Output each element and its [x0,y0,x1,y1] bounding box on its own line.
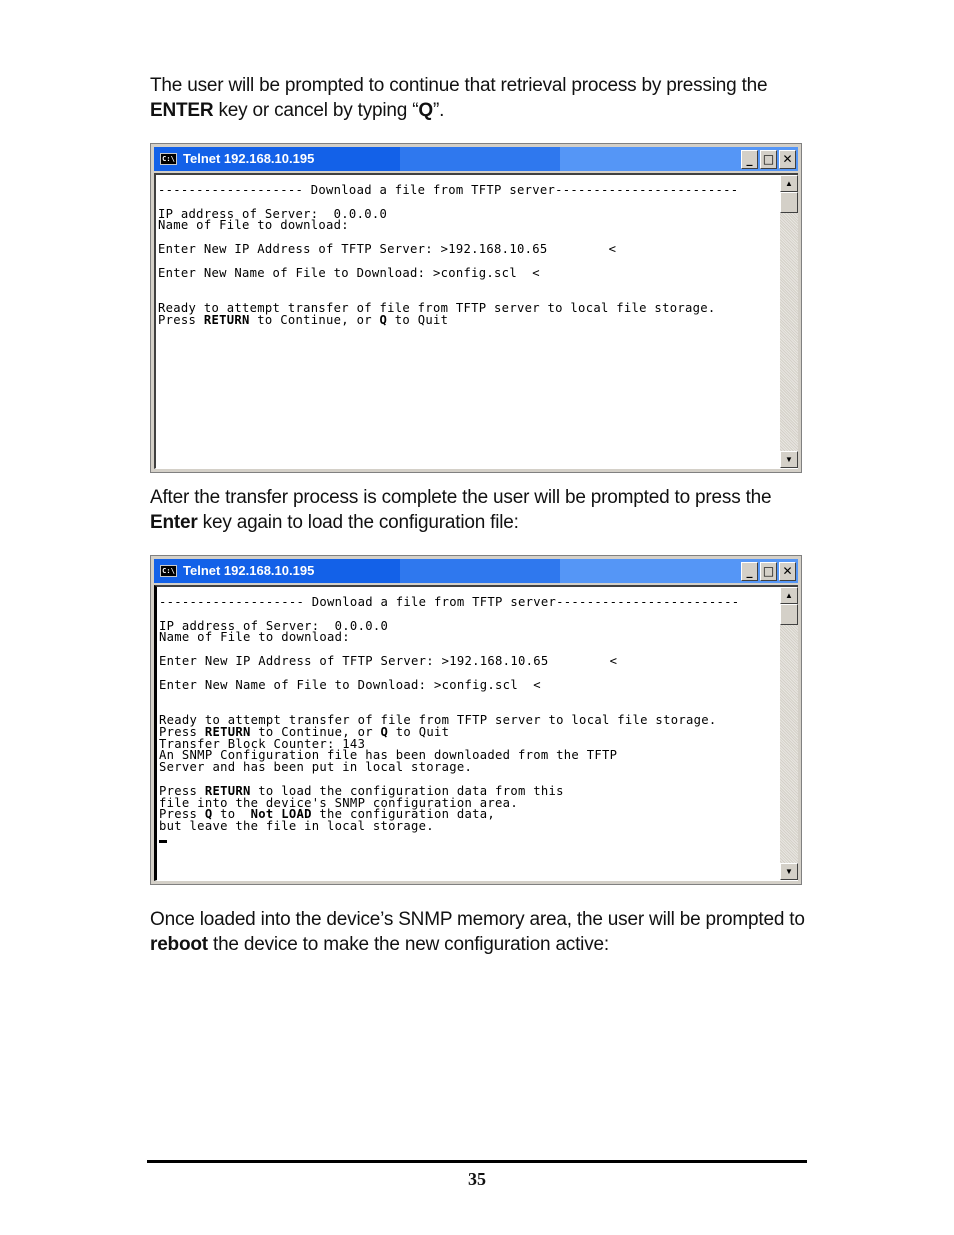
q-key-label: Q [418,100,433,121]
terminal-line: file into the device's SNMP configuration area. [159,795,518,810]
vertical-scrollbar[interactable] [780,587,798,880]
outro-paragraph: Once loaded into the device’s SNMP memory area, the user will be prompted to reboot the device to make the new configuration active: [150,909,805,955]
terminal-line: Name of File to download: [158,218,349,233]
terminal-area[interactable] [154,585,798,881]
terminal-line [158,279,776,291]
terminal-output [159,597,776,845]
console-icon[interactable]: C:\ [160,565,177,577]
terminal-line: Name of File to download: [159,630,350,645]
telnet-window-2 [150,555,802,885]
enter-key-label: ENTER [150,100,214,121]
terminal-line: An SNMP Configuration file has been downloaded from the TFTP [159,748,618,763]
maximize-button[interactable]: □ [760,150,777,169]
telnet-window-1 [150,143,802,473]
terminal-line: Ready to attempt transfer of file from TFTP server to local file storage. [158,300,716,315]
scroll-thumb[interactable] [780,604,798,625]
terminal-cursor [159,833,776,845]
terminal-line: ------------------- Download a file from TFTP server------------------------ [158,183,739,197]
vertical-scrollbar[interactable] [780,175,798,468]
intro-paragraph: The user will be prompted to continue that retrieval process by pressing the ENTER key or cancel by typing “Q”. [150,75,768,121]
terminal-line: Server and has been put in local storage. [159,760,473,775]
window-title: Telnet 192.168.10.195 [183,563,315,578]
terminal-area[interactable] [154,173,798,469]
minimize-button[interactable]: _ [741,150,758,169]
enter-key-label-2: Enter [150,512,198,533]
terminal-line: IP address of Server: 0.0.0.0 [158,206,388,221]
terminal-line: Enter New IP Address of TFTP Server: >192.168.10.65 < [159,653,618,668]
terminal-line: ------------------- Download a file from TFTP server------------------------ [159,595,740,609]
terminal-line: Transfer Block Counter: 143 [159,736,366,751]
scroll-up-icon[interactable]: ▲ [780,175,798,192]
title-bar[interactable] [154,147,798,171]
minimize-button[interactable]: _ [741,562,758,581]
terminal-line: Press RETURN to load the configuration data from this [159,783,564,798]
footer-rule [147,1160,807,1163]
console-icon[interactable]: C:\ [160,153,177,165]
middle-paragraph: After the transfer process is complete the user will be prompted to press the Enter key again to load the configuration file: [150,487,772,533]
close-button[interactable]: ✕ [779,150,796,169]
terminal-output [158,185,776,327]
terminal-line: IP address of Server: 0.0.0.0 [159,618,389,633]
terminal-line: Enter New IP Address of TFTP Server: >192.168.10.65 < [158,241,617,256]
scroll-thumb[interactable] [780,192,798,213]
scroll-down-icon[interactable]: ▼ [780,451,798,468]
terminal-line: Ready to attempt transfer of file from TFTP server to local file storage. [159,712,717,727]
terminal-line: Press RETURN to Continue, or Q to Quit [159,724,450,739]
page-number: 35 [468,1169,486,1189]
scroll-up-icon[interactable]: ▲ [780,587,798,604]
terminal-line: Enter New Name of File to Download: >config.scl < [158,265,540,280]
terminal-line: but leave the file in local storage. [159,819,434,834]
terminal-line: Enter New Name of File to Download: >config.scl < [159,677,541,692]
reboot-label: reboot [150,934,208,955]
terminal-line: Press Q to Not LOAD the configuration data, [159,807,496,822]
window-title: Telnet 192.168.10.195 [183,151,315,166]
title-bar[interactable] [154,559,798,583]
close-button[interactable]: ✕ [779,562,796,581]
maximize-button[interactable]: □ [760,562,777,581]
terminal-line: Press RETURN to Continue, or Q to Quit [158,312,449,327]
scroll-down-icon[interactable]: ▼ [780,863,798,880]
terminal-line [159,691,776,703]
